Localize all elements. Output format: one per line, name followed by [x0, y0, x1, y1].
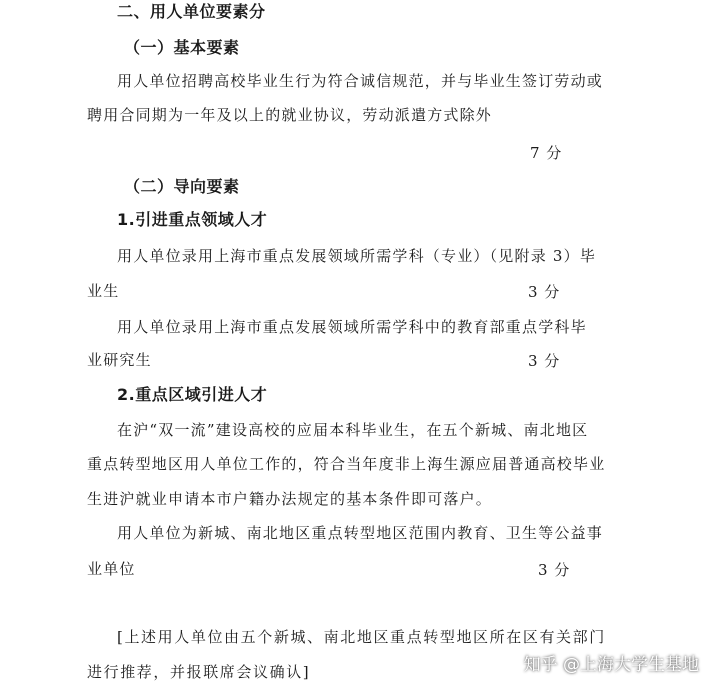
key-field-item1-line-2: 业生 [87, 282, 120, 300]
key-field-item1-line-1: 用人单位录用上海市重点发展领域所需学科（专业）（见附录 3）毕 [117, 247, 597, 265]
key-region-item-line-1: 用人单位为新城、南北地区重点转型地区范围内教育、卫生等公益事 [117, 524, 604, 542]
section-title: 二、用人单位要素分 [117, 2, 266, 21]
note-line-1: [上述用人单位由五个新城、南北地区重点转型地区所在区有关部门 [117, 628, 606, 646]
key-region-item-line-2: 业单位 [87, 560, 136, 578]
note-line-2: 进行推荐，并报联席会议确认] [87, 663, 311, 681]
key-field-heading: 1.引进重点领域人才 [117, 210, 268, 229]
key-region-heading: 2.重点区域引进人才 [117, 385, 268, 404]
key-region-para-line-2: 重点转型地区用人单位工作的，符合当年度非上海生源应届普通高校毕业 [87, 455, 606, 473]
subsection-guide-title: （二）导向要素 [124, 177, 240, 196]
basic-text-line-2: 聘用合同期为一年及以上的就业协议，劳动派遣方式除外 [87, 106, 493, 124]
key-region-para-line-1: 在沪“双一流”建设高校的应届本科毕业生，在五个新城、南北地区 [117, 421, 589, 439]
key-field-item2-line-2: 业研究生 [87, 351, 152, 369]
basic-score: 7 分 [530, 144, 563, 162]
key-field-item2-line-1: 用人单位录用上海市重点发展领域所需学科中的教育部重点学科毕 [117, 318, 587, 336]
key-field-item1-score: 3 分 [528, 283, 561, 301]
key-region-item-score: 3 分 [538, 561, 571, 579]
key-field-item2-score: 3 分 [528, 352, 561, 370]
subsection-basic-title: （一）基本要素 [124, 38, 240, 57]
watermark-text: 知乎 @上海大学生基地 [523, 655, 699, 675]
key-region-para-line-3: 生进沪就业申请本市户籍办法规定的基本条件即可落户。 [87, 490, 493, 508]
basic-text-line-1: 用人单位招聘高校毕业生行为符合诚信规范，并与毕业生签订劳动或 [117, 72, 604, 90]
